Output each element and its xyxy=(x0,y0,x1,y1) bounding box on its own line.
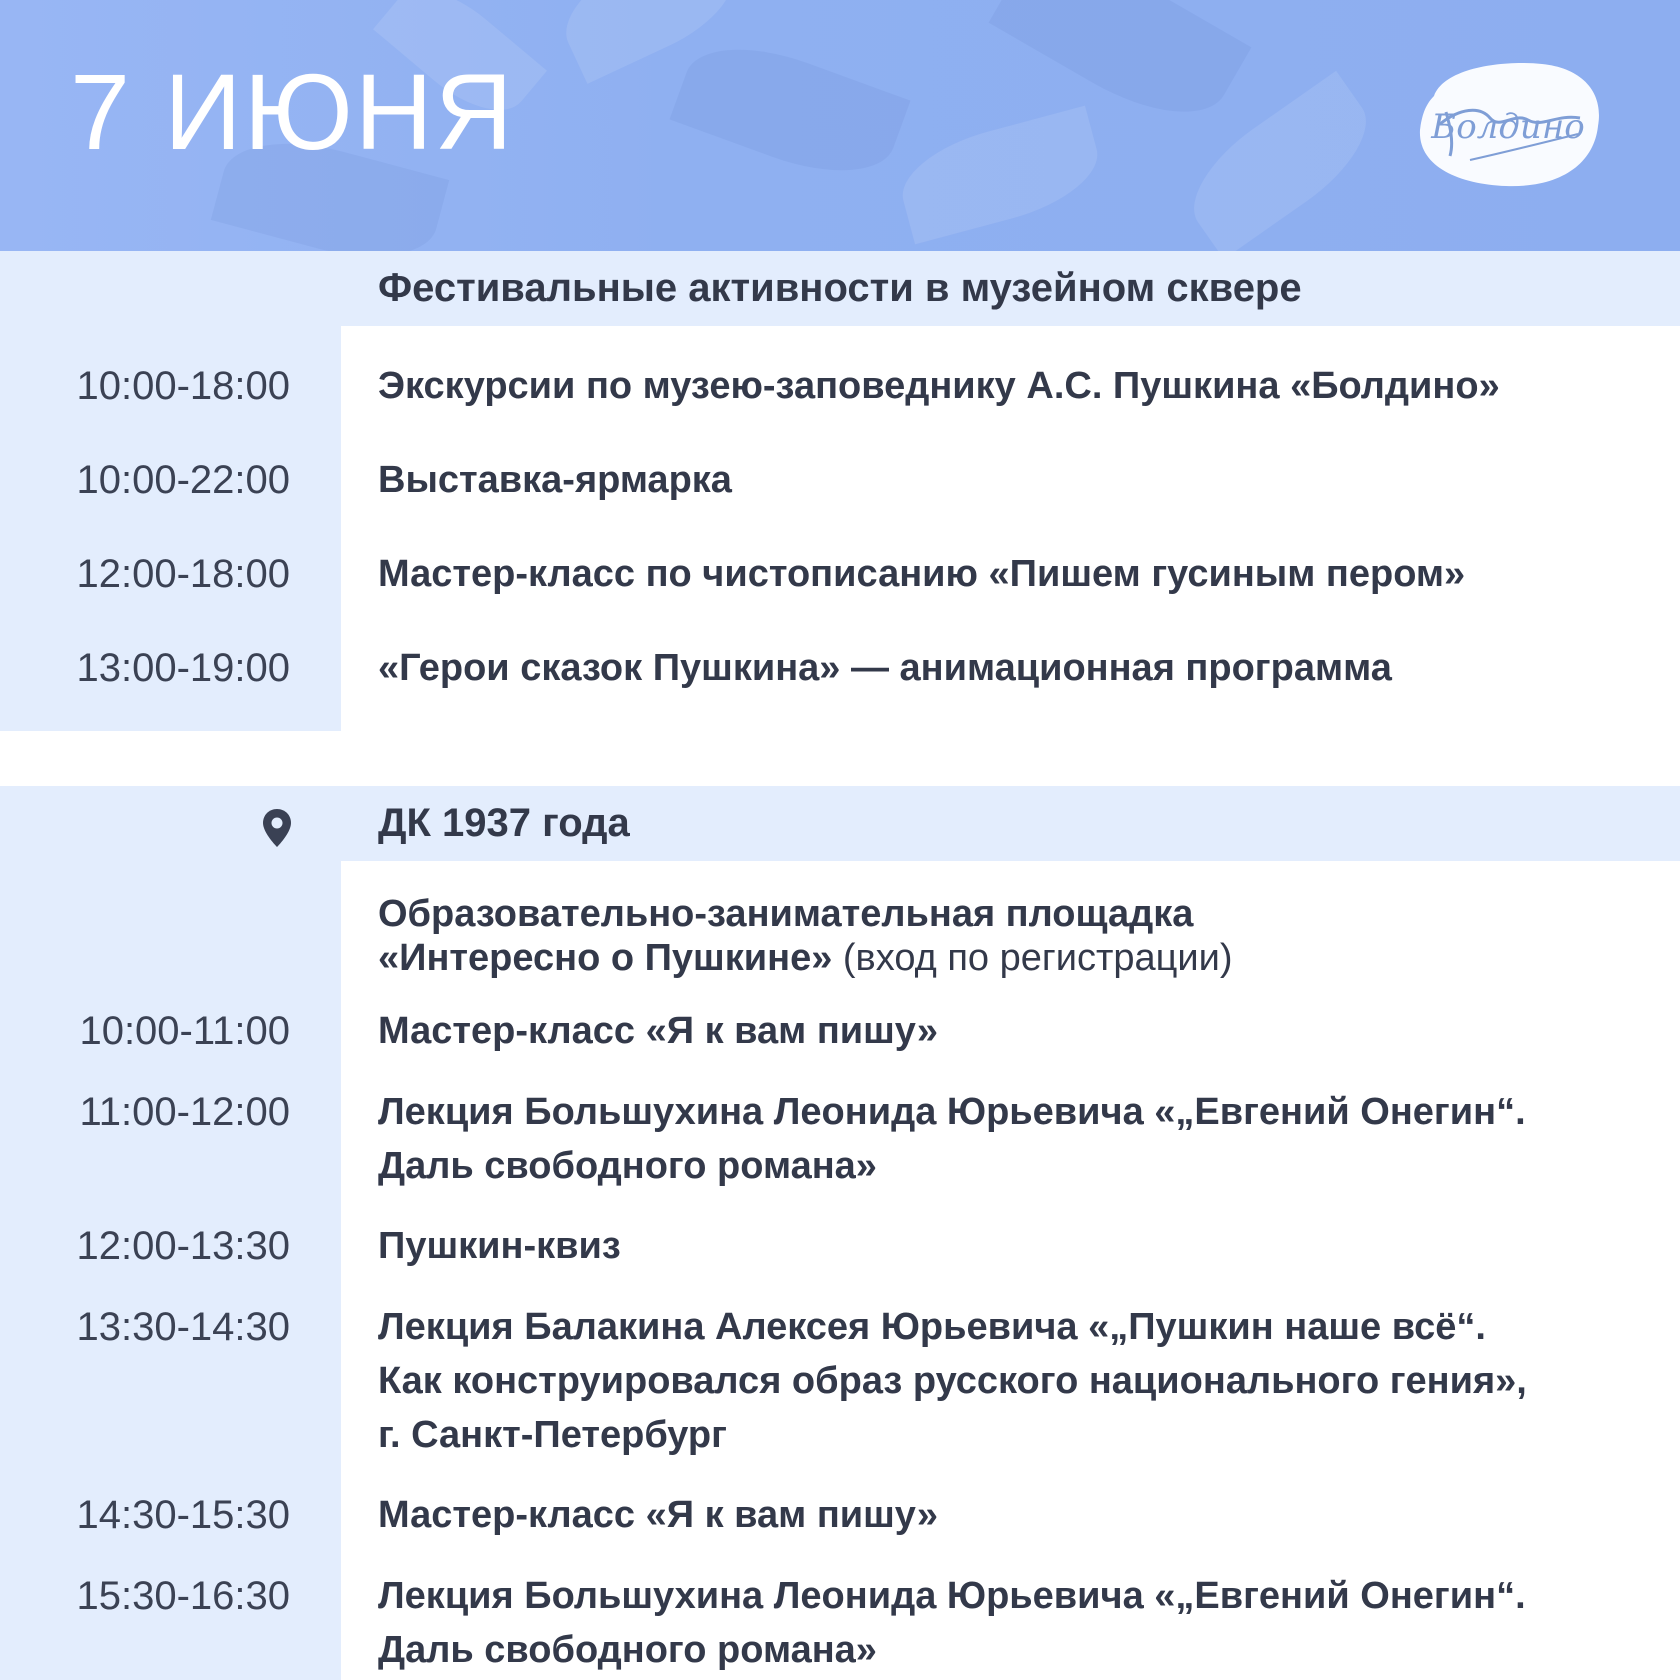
section-dk-1937 xyxy=(0,786,1680,1680)
event-title: Лекция Большухина Леонида Юрьевича «„Евгений Онегин“. Даль свободного романа» xyxy=(378,1091,1526,1187)
svg-text:Болдино: Болдино xyxy=(1431,107,1585,147)
event-time: 12:00-13:30 xyxy=(76,1224,290,1268)
event-title: «Герои сказок Пушкина» — анимационная программа xyxy=(378,647,1392,689)
section-title: Фестивальные активности в музейном сквере xyxy=(378,266,1302,310)
event-title: Лекция Большухина Леонида Юрьевича «„Евгений Онегин“. Даль свободного романа» xyxy=(378,1575,1526,1671)
section-title: ДК 1937 года xyxy=(378,801,630,845)
event-time: 12:00-18:00 xyxy=(76,552,290,596)
event-time: 11:00-12:00 xyxy=(79,1090,290,1134)
event-time: 13:30-14:30 xyxy=(76,1305,290,1349)
event-title: Мастер-класс «Я к вам пишу» xyxy=(378,1494,939,1536)
event-time: 15:30-16:30 xyxy=(76,1574,290,1618)
page-header xyxy=(0,0,1680,251)
page-title: 7 ИЮНЯ xyxy=(70,51,515,172)
event-time: 10:00-18:00 xyxy=(76,364,290,408)
event-title: Пушкин-квиз xyxy=(378,1225,621,1267)
event-title: Лекция Балакина Алексея Юрьевича «„Пушкин наше всё“. Как конструировался образ русского национального гения», г. Санкт-Петербург xyxy=(378,1306,1527,1456)
event-time: 13:00-19:00 xyxy=(76,646,290,690)
event-title: Мастер-класс «Я к вам пишу» xyxy=(378,1010,939,1052)
decorative-leaf xyxy=(892,106,1108,245)
event-time: 14:30-15:30 xyxy=(76,1493,290,1537)
event-title: Мастер-класс по чистописанию «Пишем гусиным пером» xyxy=(378,553,1466,595)
event-title: Экскурсии по музею-заповеднику А.С. Пушкина «Болдино» xyxy=(378,365,1500,407)
decorative-leaf xyxy=(670,25,911,194)
event-time: 10:00-22:00 xyxy=(76,458,290,502)
event-time: 10:00-11:00 xyxy=(79,1009,290,1053)
section-subheading: Образовательно-занимательная площадка «Интересно о Пушкине» (вход по регистрации) xyxy=(378,893,1233,979)
section-museum-square xyxy=(0,251,1680,731)
event-title: Выставка-ярмарка xyxy=(378,459,732,501)
location-pin-icon xyxy=(262,808,292,848)
boldino-logo xyxy=(1410,56,1606,192)
